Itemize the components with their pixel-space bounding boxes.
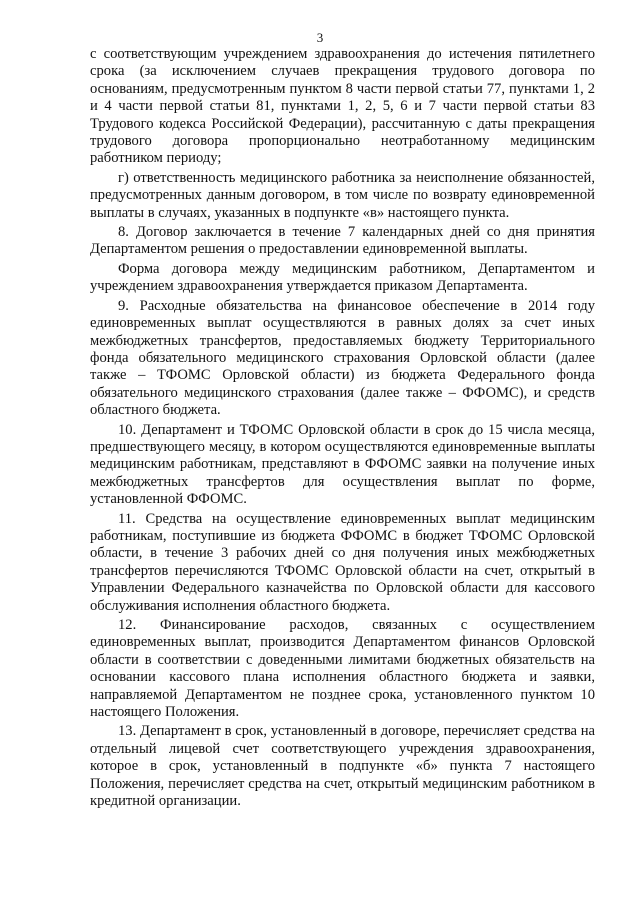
paragraph-subclause-g: г) ответственность медицинского работника за неисполнение обязанностей, предусмотренных данным договором, в том числе по возврату единовременной выплаты в случаях, указанных в подпункте «в» настоящего пункта.: [90, 169, 595, 221]
document-body: [90, 46, 595, 812]
paragraph-clause-12: 12. Финансирование расходов, связанных с осуществлением единовременных выплат, производится Департаментом финансов Орловской области в соответствии с доведенными лимитами бюджетных обязательств на основании кассового плана исполнения областного бюджета и заявки, направляемой Департаментом не позднее срока, установленного пунктом 10 настоящего Положения.: [90, 617, 595, 721]
paragraph-continuation: с соответствующим учреждением здравоохранения до истечения пятилетнего срока (за исключением случаев прекращения трудового договора по основаниям, предусмотренным пунктом 8 части первой статьи 77, пунктами 1, 2 и 4 части первой статьи 81, пунктами 1, 2, 5, 6 и 7 части первой статьи 83 Трудового кодекса Российской Федерации), рассчитанную с даты прекращения трудового договора пропорционально неотработанному медицинским работником периоду;: [90, 46, 595, 167]
paragraph-clause-13: 13. Департамент в срок, установленный в договоре, перечисляет средства на отдельный лицевой счет соответствующего учреждения здравоохранения, которое в срок, установленный в подпункте «б» пункта 7 настоящего Положения, перечисляет средства на счет, открытый медицинским работником в кредитной организации.: [90, 723, 595, 810]
paragraph-contract-form: Форма договора между медицинским работником, Департаментом и учреждением здравоохранения утверждается приказом Департамента.: [90, 260, 595, 295]
paragraph-clause-8: 8. Договор заключается в течение 7 календарных дней со дня принятия Департаментом решения о предоставлении единовременной выплаты.: [90, 224, 595, 258]
paragraph-clause-9: 9. Расходные обязательства на финансовое обеспечение в 2014 году единовременных выплат осуществляются в равных долях за счет иных межбюджетных трансфертов, предоставляемых бюджету Территориального фонда обязательного медицинского страхования Орловской области (далее также – ТФОМС Орловской области) из бюджета Федерального фонда обязательного медицинского страхования (далее также – ФФОМС), и средств областного бюджета.: [90, 297, 595, 419]
paragraph-clause-11: 11. Средства на осуществление единовременных выплат медицинским работникам, поступившие из бюджета ФФОМС в бюджет ТФОМС Орловской области, в течение 3 рабочих дней со дня получения иных межбюджетных трансфертов перечисляются ТФОМС Орловской области на счет, открытый в Управлении Федерального казначейства по Орловской области для кассового обслуживания исполнения областного бюджета.: [90, 510, 595, 614]
page-number: 3: [316, 30, 324, 45]
paragraph-clause-10: 10. Департамент и ТФОМС Орловской области в срок до 15 числа месяца, предшествующего месяцу, в котором осуществляются единовременные выплаты медицинским работникам, представляют в ФФОМС заявки на получение иных межбюджетных трансфертов для осуществления выплат по форме, установленной ФФОМС.: [90, 421, 595, 508]
